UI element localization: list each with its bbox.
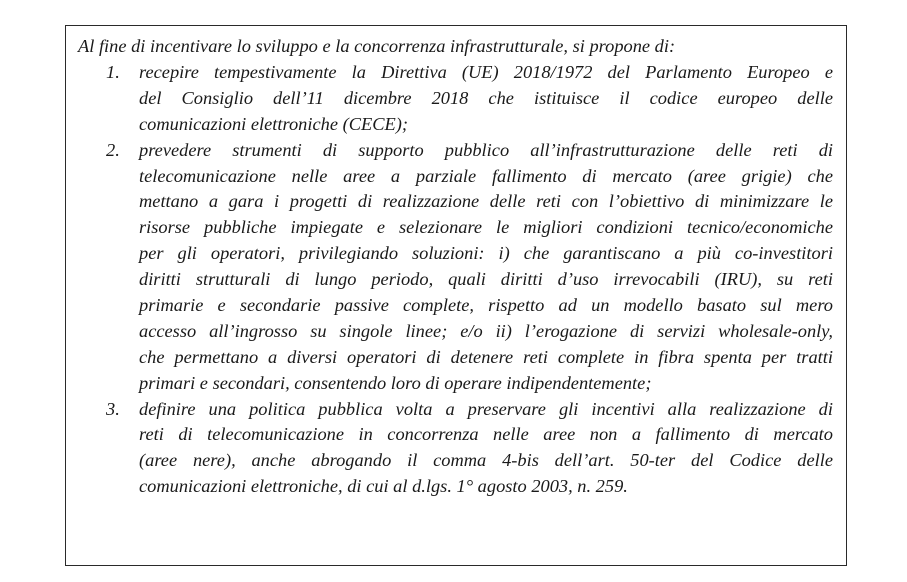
list-item-line: accesso all’ingrosso su singole linee; e/o ii) l’erogazione di servizi wholesale-only, xyxy=(139,320,833,341)
list-item-line: telecomunicazione nelle aree a parziale fallimento di mercato (aree grigie) che xyxy=(139,165,833,186)
list-item-3 xyxy=(66,397,846,501)
list-item-line: comunicazioni elettroniche, di cui al d.lgs. 1° agosto 2003, n. 259. xyxy=(139,476,628,497)
proposal-box xyxy=(65,25,847,566)
list-item-line: primarie e secondarie passive complete, rispetto ad un modello basato sul mero xyxy=(139,295,833,316)
list-item-line: prevedere strumenti di supporto pubblico all’infrastrutturazione delle reti di xyxy=(139,139,833,160)
list-item-line: per gli operatori, privilegiando soluzioni: i) che garantiscano a più co-investitori xyxy=(139,243,833,264)
list-item-line: mettano a gara i progetti di realizzazione delle reti con l’obiettivo di minimizzare le xyxy=(139,191,833,212)
list-number: 1. xyxy=(106,62,120,82)
list-item-line: reti di telecomunicazione in concorrenza nelle aree non a fallimento di mercato xyxy=(139,424,833,445)
list-item-line: recepire tempestivamente la Direttiva (UE) 2018/1972 del Parlamento Europeo e xyxy=(139,62,833,82)
intro-text: Al fine di incentivare lo sviluppo e la concorrenza infrastrutturale, si propone di: xyxy=(78,36,676,56)
list-item-line: primari e secondari, consentendo loro di operare indipendentemente; xyxy=(139,372,652,393)
proposal-list xyxy=(66,60,846,500)
list-item-line: diritti strutturali di lungo periodo, quali diritti d’uso irrevocabili (IRU), su reti xyxy=(139,269,833,290)
list-number: 3. xyxy=(106,398,120,419)
list-item-line: comunicazioni elettroniche (CECE); xyxy=(139,113,408,134)
list-item-line: risorse pubbliche impiegate e selezionare le migliori condizioni tecnico/economiche xyxy=(139,217,833,238)
list-item-line: che permettano a diversi operatori di detenere reti complete in fibra spenta per tratti xyxy=(139,346,833,367)
list-item-line: (aree nere), anche abrogando il comma 4-bis dell’art. 50-ter del Codice delle xyxy=(139,450,833,471)
list-number: 2. xyxy=(106,139,120,160)
list-item-1 xyxy=(66,60,846,138)
list-item-line: definire una politica pubblica volta a preservare gli incentivi alla realizzazione di xyxy=(139,398,833,419)
list-item-line: del Consiglio dell’11 dicembre 2018 che istituisce il codice europeo delle xyxy=(139,87,833,108)
list-item-2 xyxy=(66,138,846,397)
